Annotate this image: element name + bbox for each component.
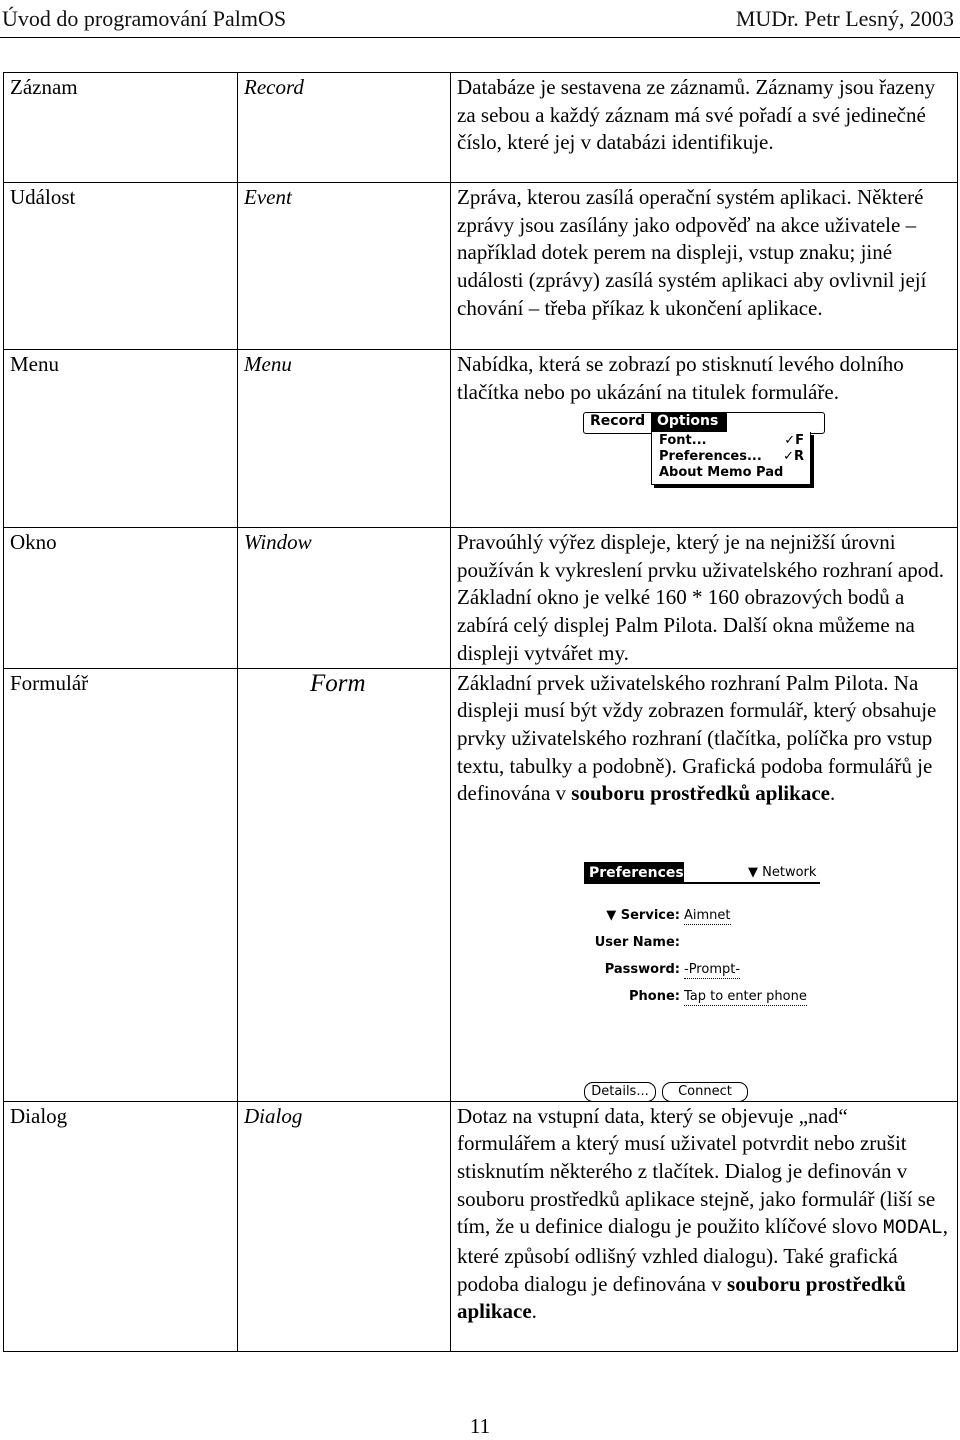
table-row <box>4 73 958 183</box>
term-desc-cell <box>451 350 958 528</box>
term-desc: Databáze je sestavena ze záznamů. Záznamy jsou řazeny za sebou a každý záznam má své pořadí a své jedinečné číslo, které jej v databázi identifikuje. <box>451 73 958 183</box>
preferences-screenshot <box>584 862 834 1012</box>
term-en: Dialog <box>238 1101 451 1351</box>
menu-shortcut-preferences: ✓R <box>783 449 804 465</box>
term-cz: Menu <box>4 350 238 528</box>
term-cz: Událost <box>4 183 238 350</box>
pref-network-trigger: ▼ Network <box>748 865 817 880</box>
term-en: Menu <box>238 350 451 528</box>
menu-item-font: Font... <box>659 433 707 449</box>
pref-title-rule <box>584 882 820 884</box>
term-desc: Pravoúhlý výřez displeje, který je na nejnižší úrovni používán k vykreslení prvku uživatelského rozhraní apod. Základní okno je velké 160 * 160 obrazových bodů a zabírá celý displej Palm Pilota. Další okna můžeme na displeji vytvářet my. <box>451 528 958 669</box>
header-rule <box>0 37 960 38</box>
glossary-table <box>3 72 958 1352</box>
pref-service-value: Aimnet <box>684 908 731 923</box>
menu-tab-options: Options <box>651 412 727 432</box>
term-cz: Záznam <box>4 73 238 183</box>
pref-phone-value: Tap to enter phone <box>684 989 807 1004</box>
term-cz: Formulář <box>4 668 238 1101</box>
pref-title: Preferences <box>584 862 684 884</box>
table-row <box>4 350 958 528</box>
triangle-down-icon: ▼ <box>606 908 617 923</box>
details-button: Details... <box>584 1082 656 1102</box>
term-en: Form <box>310 669 366 697</box>
menu-shortcut-font: ✓F <box>784 433 804 449</box>
pref-service-label: ▼ Service: <box>606 908 680 923</box>
term-desc-bold: souboru prostředků aplikace <box>571 781 830 806</box>
pref-user-label: User Name: <box>594 935 680 950</box>
term-desc: Základní prvek uživatelského rozhraní Palm Pilota. Na displeji musí být vždy zobrazen formulář, který obsahuje prvky uživatelského rozhraní (tlačítka, políčka pro vstup textu, tabulky a podobně). Grafická podoba formulářů je definována v <box>457 670 937 806</box>
header-author: MUDr. Petr Lesný, 2003 <box>735 6 954 31</box>
menu-tab-record: Record <box>590 413 646 430</box>
page-number: 11 <box>469 1414 491 1438</box>
term-desc-cell: Dotaz na vstupní data, který se objevuje „nad“ formulářem a který musí uživatel potvrdit nebo zrušit stisknutím některého z tlačítek. Dialog je definován v souboru prostředků aplikace stejně, jako formulář (liší se tím, že u definice dialogu je použito klíčové slovo MODAL, které způsobí odlišný vzhled dialogu). Také grafická podoba dialogu je definována v souboru prostředků aplikace. <box>451 1101 958 1351</box>
menu-screenshot <box>583 412 825 488</box>
term-en: Window <box>238 528 451 669</box>
term-en: Event <box>238 183 451 350</box>
pref-password-label: Password: <box>604 962 680 977</box>
term-desc: Zpráva, kterou zasílá operační systém aplikaci. Některé zprávy jsou zasílány jako odpověď na akce uživatele – například dotek perem na displeji, vstup znaku; jiné události (zprávy) zasílá systém aplikaci aby ovlivnil její chování – třeba příkaz k ukončení aplikace. <box>451 183 958 350</box>
table-row <box>4 528 958 669</box>
pref-password-value: -Prompt- <box>684 962 741 977</box>
term-desc: Dotaz na vstupní data, který se objevuje „nad“ formulářem a který musí uživatel potvrdit nebo zrušit stisknutím některého z tlačítek. Dialog je definován v souboru prostředků aplikace stejně, jako formulář (liší se tím, že u definice dialogu je použito klíčové slovo <box>457 1103 936 1239</box>
page-header <box>0 2 960 36</box>
triangle-down-icon: ▼ <box>748 865 758 880</box>
menu-dropdown <box>651 432 811 485</box>
term-en-cell <box>238 668 451 1101</box>
table-row <box>4 1101 958 1351</box>
pref-phone-label: Phone: <box>629 989 680 1004</box>
table-row <box>4 183 958 350</box>
header-title: Úvod do programování PalmOS <box>2 6 287 31</box>
term-desc-cell: Základní prvek uživatelského rozhraní Palm Pilota. Na displeji musí být vždy zobrazen formulář, který obsahuje prvky uživatelského rozhraní (tlačítka, políčka pro vstup textu, tabulky a podobně). Grafická podoba formulářů je definována v souboru prostředků aplikace. <box>451 668 958 1101</box>
term-en: Record <box>238 73 451 183</box>
term-cz: Dialog <box>4 1101 238 1351</box>
menu-item-about: About Memo Pad <box>659 465 784 481</box>
term-desc-code: MODAL <box>882 1217 943 1241</box>
term-cz: Okno <box>4 528 238 669</box>
dialog-buttons-screenshot <box>584 1082 754 1104</box>
term-desc-bold: souboru prostředků aplikace <box>457 1271 906 1324</box>
menu-item-preferences: Preferences... <box>659 449 762 465</box>
term-desc: Nabídka, která se zobrazí po stisknutí levého dolního tlačítka nebo po ukázání na titulek formuláře. <box>457 352 904 404</box>
connect-button: Connect <box>662 1082 748 1102</box>
